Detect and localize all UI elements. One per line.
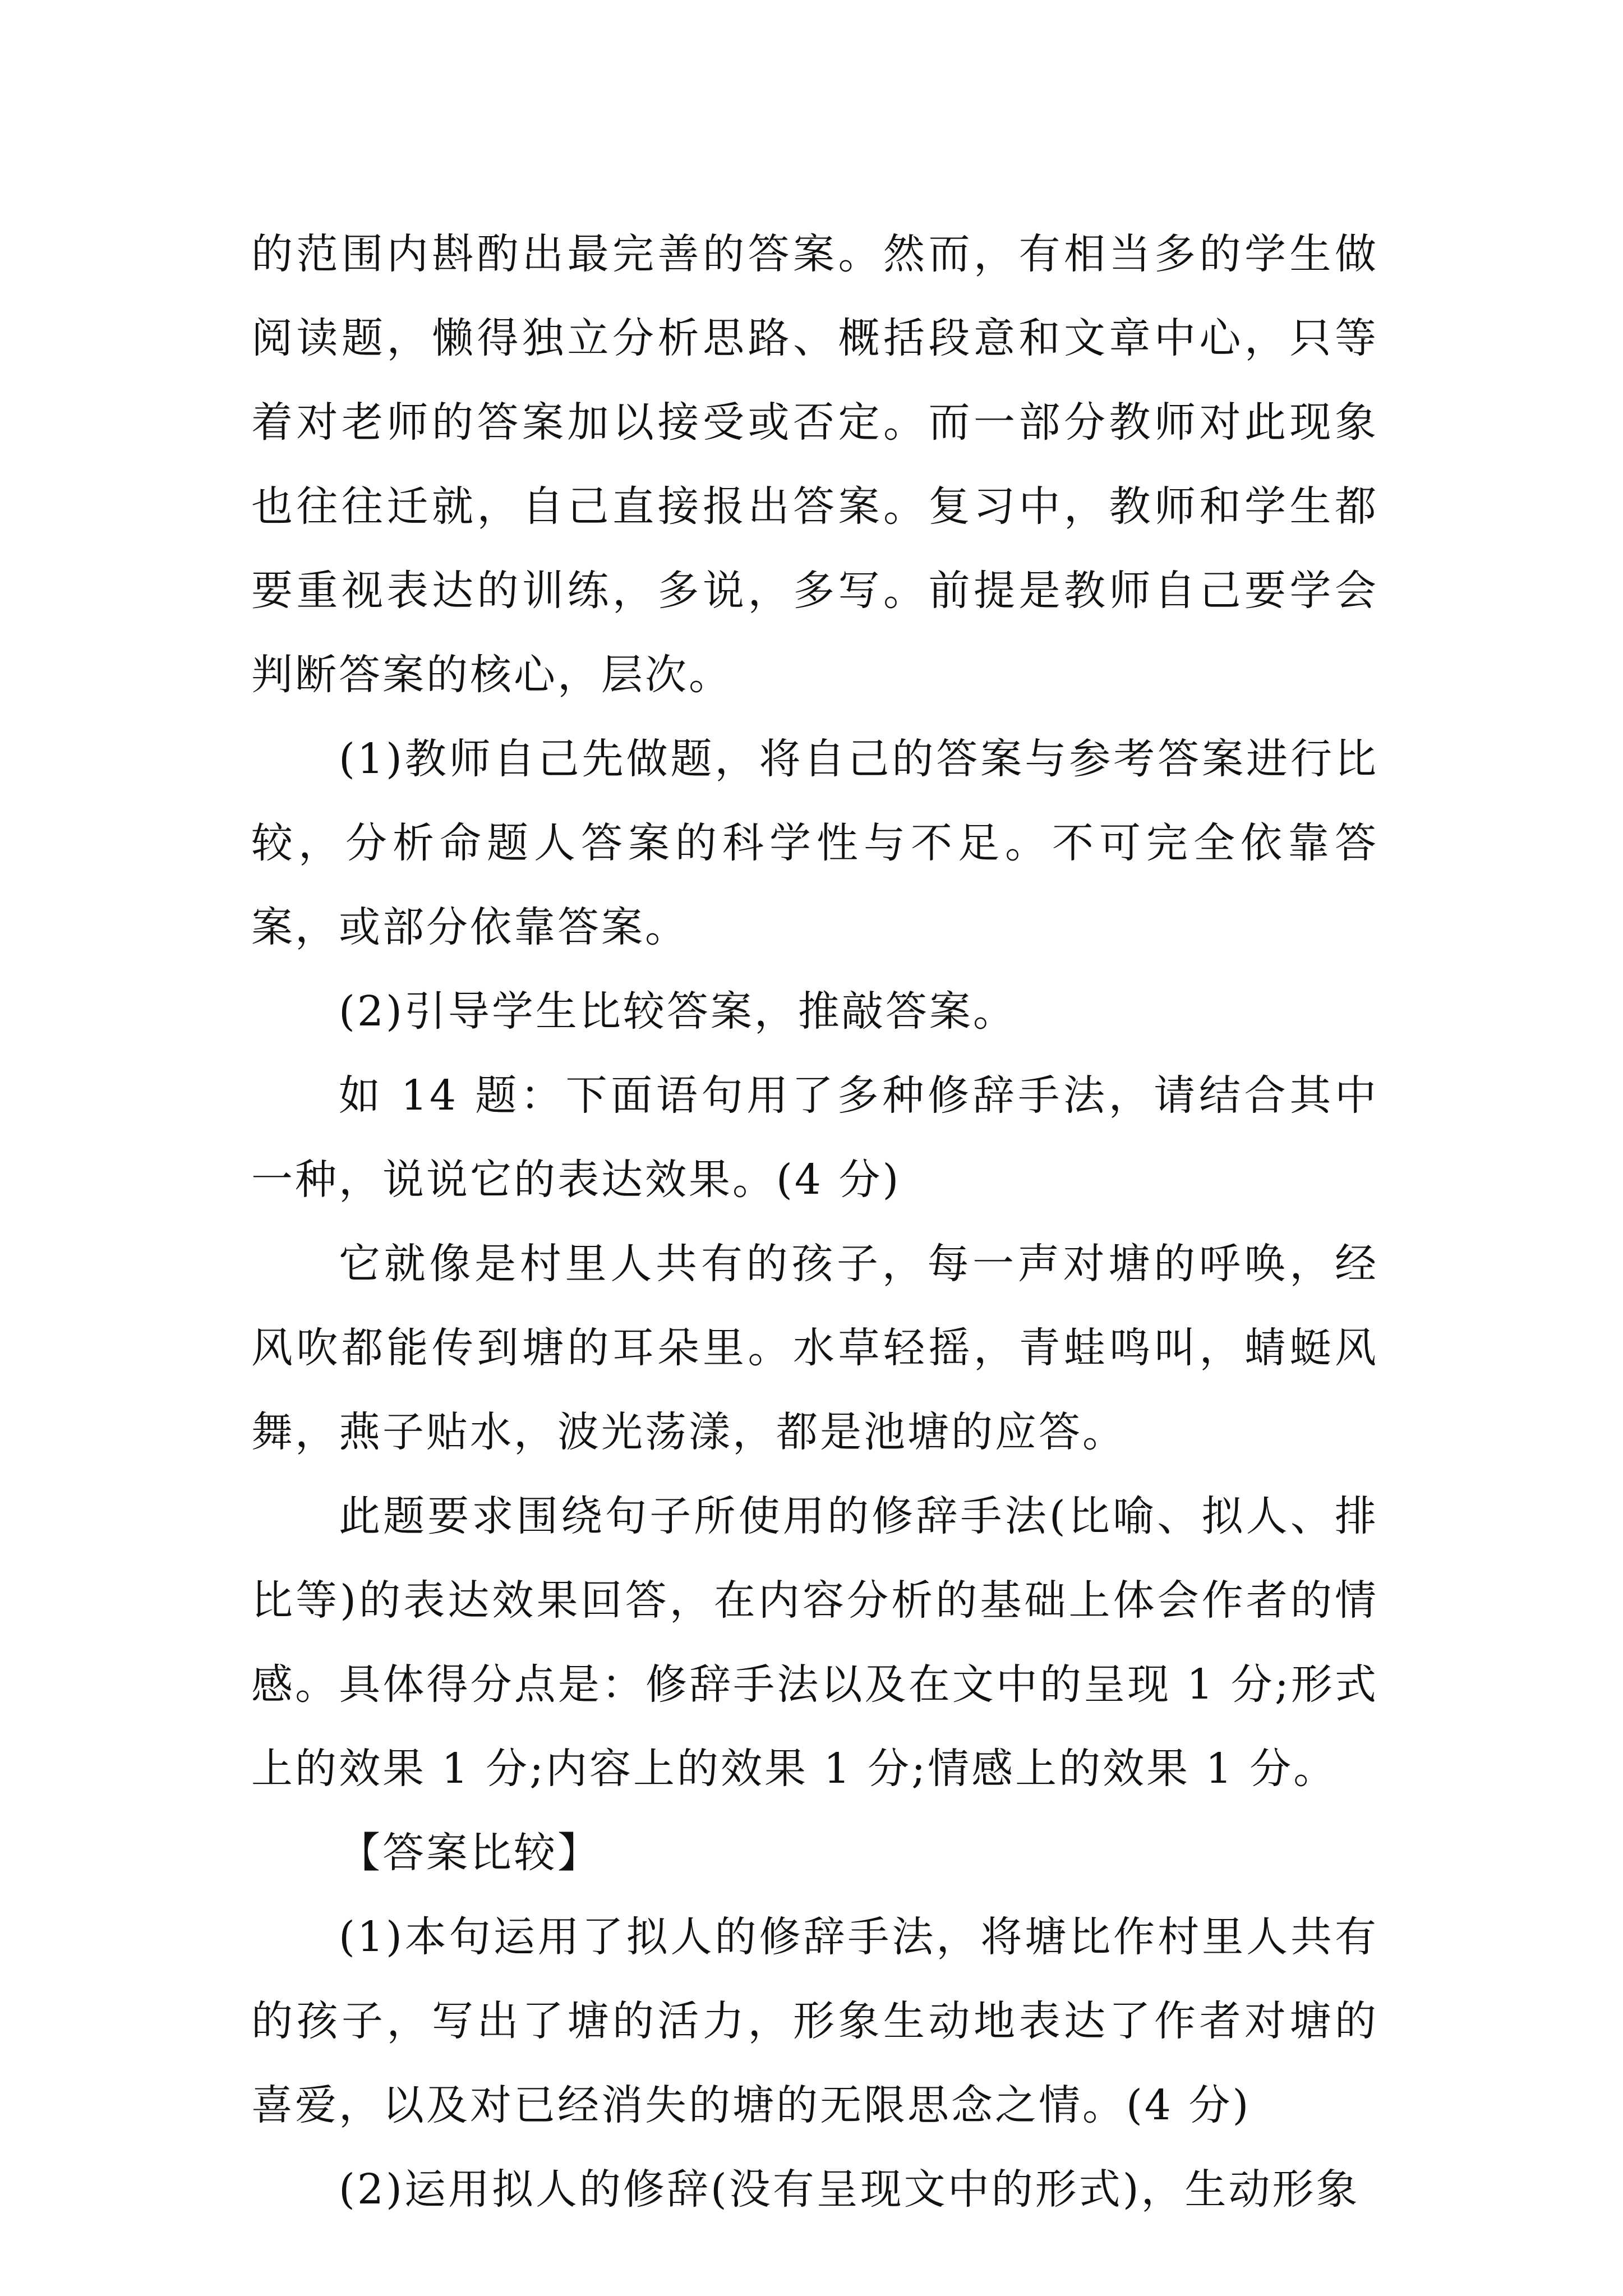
paragraph-question-14: 如 14 题：下面语句用了多种修辞手法，请结合其中一种，说说它的表达效果。(4 分) (251, 1071, 1378, 1204)
paragraph-teacher-method-2: (2)引导学生比较答案，推敲答案。 (339, 987, 1017, 1036)
paragraph-answer-context: 的范围内斟酌出最完善的答案。然而，有相当多的学生做阅读题，懒得独立分析思路、概括段意和文章中心，只等着对老师的答案加以接受或否定。而一部分教师对此现象也往往迁就，自己直接报出答案。复习中，教师和学生都要重视表达的训练，多说，多写。前提是教师自己要学会判断答案的核心，层次。 (251, 230, 1378, 699)
paragraph-answer-1: (1)本句运用了拟人的修辞手法，将塘比作村里人共有的孩子，写出了塘的活力，形象生动地表达了作者对塘的喜爱，以及对已经消失的塘的无限思念之情。(4 分) (251, 1913, 1378, 2129)
paragraph-teacher-method-1: (1)教师自己先做题，将自己的答案与参考答案进行比较，分析命题人答案的科学性与不足。不可完全依靠答案，或部分依靠答案。 (251, 735, 1378, 951)
section-heading-answer-comparison: 【答案比较】 (339, 1829, 601, 1877)
paragraph-answer-2: (2)运用拟人的修辞(没有呈现文中的形式)，生动形象 (339, 2165, 1360, 2214)
body-text (251, 212, 1378, 2231)
paragraph-quoted-passage: 它就像是村里人共有的孩子，每一声对塘的呼唤，经风吹都能传到塘的耳朵里。水草轻摇，青蛙鸣叫，蜻蜓风舞，燕子贴水，波光荡漾，都是池塘的应答。 (251, 1240, 1378, 1456)
paragraph-scoring-criteria: 此题要求围绕句子所使用的修辞手法(比喻、拟人、排比等)的表达效果回答，在内容分析的基础上体会作者的情感。具体得分点是：修辞手法以及在文中的呈现 1 分;形式上的效果 1 分;内容上的效果 1 分;情感上的效果 1 分。 (251, 1492, 1378, 1793)
